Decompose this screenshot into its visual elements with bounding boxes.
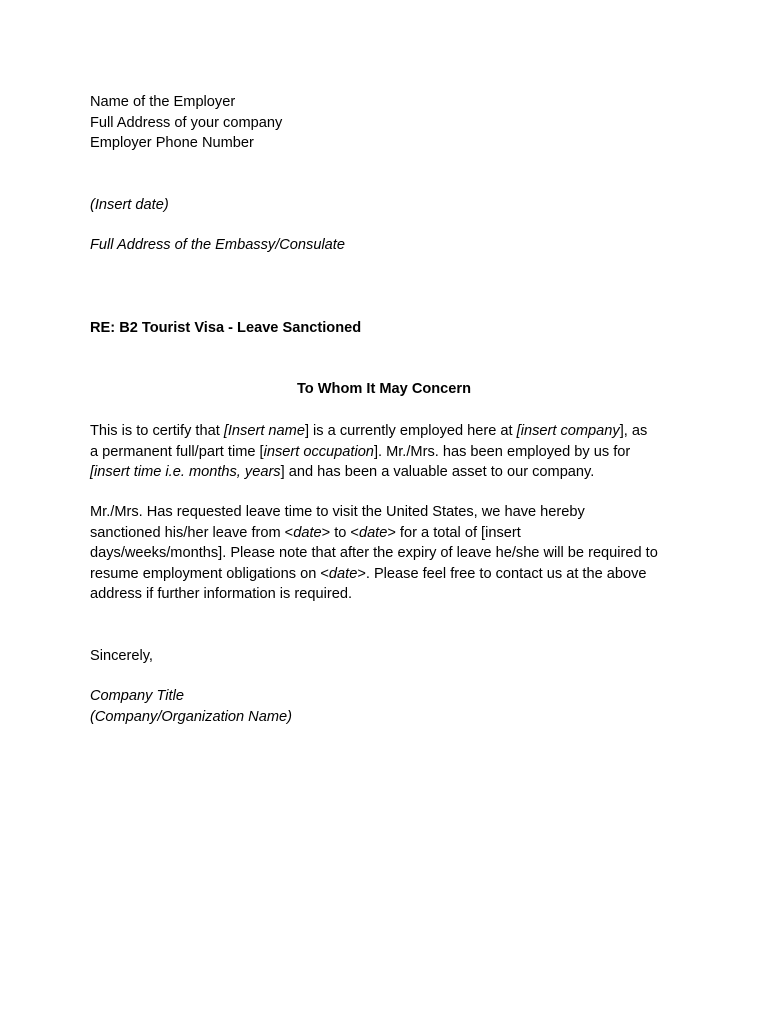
company-title: Company Title [90, 688, 184, 704]
text-run: ]. Mr./Mrs. has been employed by us for [373, 443, 631, 460]
employer-phone: Employer Phone Number [90, 135, 254, 151]
text-run: ], as [619, 423, 648, 439]
placeholder-insert-occupation: insert occupation [263, 443, 374, 460]
text-run: > for a total of [insert [387, 524, 521, 541]
placeholder-date: date [293, 524, 322, 541]
body-paragraph-2 [90, 502, 690, 605]
paragraph-2-line-1: Mr./Mrs. Has requested leave time to visit the United States, we have hereby [90, 504, 585, 520]
paragraph-2-line-2 [90, 523, 690, 544]
subject-line: RE: B2 Tourist Visa - Leave Sanctioned [90, 320, 362, 336]
text-run: ] and has been a valuable asset to our company. [280, 464, 595, 480]
signature-block [90, 686, 690, 727]
text-run: >. Please feel free to contact us at the above [357, 565, 647, 582]
paragraph-1-line-1 [90, 421, 690, 442]
employer-address: Full Address of your company [90, 114, 283, 131]
placeholder-date: date [358, 524, 388, 541]
placeholder-insert-time: [insert time i.e. months, years [90, 464, 281, 480]
text-run: > to < [321, 524, 359, 541]
paragraph-1-line-2 [90, 442, 690, 463]
placeholder-date: date [328, 565, 358, 582]
sender-block [90, 92, 690, 154]
paragraph-1-line-3 [90, 462, 690, 483]
paragraph-2-line-3: days/weeks/months]. Please note that after the expiry of leave he/she will be required to [90, 545, 658, 561]
body-paragraph-1 [90, 421, 690, 483]
text-run: resume employment obligations on < [90, 565, 329, 582]
paragraph-2-line-5: address if further information is required. [90, 586, 352, 602]
text-run: ] is a currently employed here at [304, 423, 517, 439]
salutation-heading: To Whom It May Concern [296, 381, 472, 397]
placeholder-insert-name: [Insert name [223, 423, 305, 439]
text-run: This is to certify that [90, 423, 224, 439]
closing: Sincerely, [90, 648, 153, 664]
employer-name: Name of the Employer [90, 94, 236, 110]
placeholder-insert-company: [insert company [516, 423, 620, 439]
text-run: sanctioned his/her leave from < [90, 524, 294, 541]
paragraph-2-line-4 [90, 564, 690, 585]
text-run: a permanent full/part time [ [90, 443, 264, 460]
organization-name: (Company/Organization Name) [90, 708, 292, 725]
recipient-address: Full Address of the Embassy/Consulate [90, 237, 345, 253]
date-line: (Insert date) [90, 197, 169, 213]
